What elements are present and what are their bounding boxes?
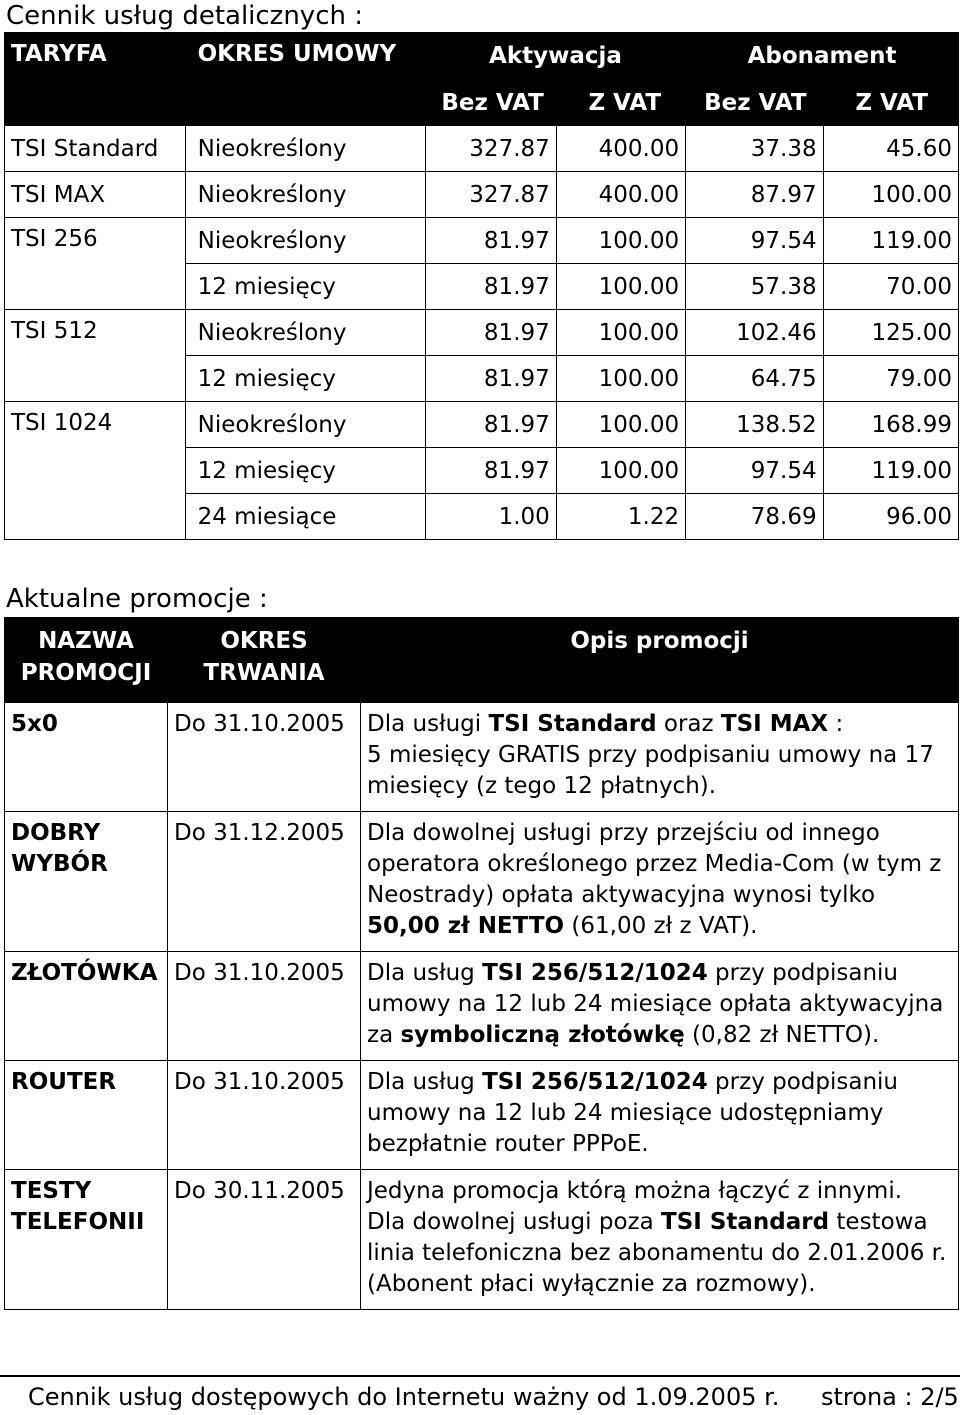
promo-description — [361, 1061, 959, 1170]
activation-gross: 100.00 — [556, 218, 685, 264]
page-title: Cennik usług detalicznych : — [6, 1, 363, 31]
desc-text: Dla dowolnej usługi poza — [367, 1209, 662, 1235]
activation-gross: 100.00 — [556, 310, 685, 356]
header-activation-net: Bez VAT — [425, 80, 556, 126]
contract-period: 12 miesięcy — [185, 356, 425, 402]
desc-text: Dla usługi — [367, 711, 489, 737]
tariff-name: TSI 512 — [5, 310, 186, 402]
header-activation-gross: Z VAT — [556, 80, 685, 126]
header-subscription-net: Bez VAT — [686, 80, 824, 126]
desc-bold: symboliczną złotówkę — [400, 1022, 685, 1048]
promo-row — [5, 952, 959, 1061]
activation-net: 81.97 — [425, 264, 556, 310]
activation-net: 327.87 — [425, 172, 556, 218]
tariff-name: TSI Standard — [5, 126, 186, 172]
activation-gross: 400.00 — [556, 172, 685, 218]
contract-period: Nieokreślony — [185, 310, 425, 356]
promo-description — [361, 812, 959, 952]
desc-text: Dla dowolnej usługi przy przejściu od innego operatora określonego przez Media-Com (w tym z Neostrady) opłata aktywacyjna wynosi tylko — [367, 820, 942, 908]
promo-date: Do 31.10.2005 — [168, 1061, 361, 1170]
desc-text: : — [828, 711, 844, 737]
subscription-gross: 70.00 — [823, 264, 958, 310]
contract-period: Nieokreślony — [185, 172, 425, 218]
desc-bold: TSI Standard — [488, 711, 657, 737]
activation-gross: 100.00 — [556, 448, 685, 494]
subscription-net: 78.69 — [686, 494, 824, 540]
activation-net: 81.97 — [425, 310, 556, 356]
promotions-title: Aktualne promocje : — [6, 584, 268, 614]
table-row — [5, 310, 959, 356]
promo-date: Do 31.10.2005 — [168, 703, 361, 812]
desc-text: oraz — [656, 711, 721, 737]
promo-name: 5x0 — [5, 703, 168, 812]
subscription-net: 97.54 — [686, 448, 824, 494]
desc-text: przy podpisaniu umowy na 12 lub 24 miesiące opłata aktywacyjna za — [367, 960, 944, 1048]
promo-row — [5, 703, 959, 812]
subscription-gross: 119.00 — [823, 218, 958, 264]
contract-period: Nieokreślony — [185, 126, 425, 172]
contract-period: 24 miesiące — [185, 494, 425, 540]
subscription-net: 87.97 — [686, 172, 824, 218]
contract-period: Nieokreślony — [185, 402, 425, 448]
activation-net: 81.97 — [425, 448, 556, 494]
activation-gross: 1.22 — [556, 494, 685, 540]
desc-text: testowa linia telefoniczna bez abonamentu do 2.01.2006 r. (Abonent płaci wyłącznie za rozmowy). — [367, 1209, 947, 1297]
subscription-gross: 119.00 — [823, 448, 958, 494]
promo-date: Do 31.12.2005 — [168, 812, 361, 952]
header-activation: Aktywacja — [425, 33, 685, 80]
tariff-name: TSI 256 — [5, 218, 186, 310]
table-row — [5, 172, 959, 218]
desc-bold: TSI MAX — [720, 711, 829, 737]
subscription-gross: 79.00 — [823, 356, 958, 402]
contract-period: Nieokreślony — [185, 218, 425, 264]
activation-gross: 100.00 — [556, 264, 685, 310]
subscription-net: 64.75 — [686, 356, 824, 402]
activation-gross: 400.00 — [556, 126, 685, 172]
desc-bold: TSI Standard — [661, 1209, 830, 1235]
subscription-gross: 168.99 — [823, 402, 958, 448]
desc-text: (0,82 zł NETTO). — [684, 1022, 880, 1048]
promo-row — [5, 1170, 959, 1310]
subscription-net: 37.38 — [686, 126, 824, 172]
table-row — [5, 126, 959, 172]
page-number: strona : 2/5 — [821, 1383, 959, 1411]
table-row — [5, 218, 959, 264]
tariff-name: TSI MAX — [5, 172, 186, 218]
promo-name: TESTY TELEFONII — [5, 1170, 168, 1310]
header-period: OKRES UMOWY — [185, 33, 425, 126]
desc-text: Jedyna promocja którą można łączyć z innymi. — [367, 1178, 903, 1204]
desc-bold: TSI 256/512/1024 — [482, 1069, 708, 1095]
header-promo-description: Opis promocji — [361, 618, 959, 703]
subscription-gross: 96.00 — [823, 494, 958, 540]
contract-period: 12 miesięcy — [185, 448, 425, 494]
promo-name: ROUTER — [5, 1061, 168, 1170]
promo-date: Do 31.10.2005 — [168, 952, 361, 1061]
promo-date: Do 30.11.2005 — [168, 1170, 361, 1310]
header-subscription: Abonament — [686, 33, 959, 80]
desc-text: Dla usług — [367, 1069, 483, 1095]
promo-description — [361, 1170, 959, 1310]
promo-name: DOBRY WYBÓR — [5, 812, 168, 952]
activation-gross: 100.00 — [556, 356, 685, 402]
footer-validity-note: Cennik usług dostępowych do Internetu ważny od 1.09.2005 r. — [28, 1383, 780, 1411]
desc-bold: 50,00 zł NETTO — [367, 913, 565, 939]
promo-description — [361, 952, 959, 1061]
footer-divider — [0, 1375, 960, 1377]
header-subscription-gross: Z VAT — [823, 80, 958, 126]
table-row — [5, 402, 959, 448]
contract-period: 12 miesięcy — [185, 264, 425, 310]
header-promo-name — [5, 618, 168, 703]
subscription-net: 102.46 — [686, 310, 824, 356]
subscription-net: 97.54 — [686, 218, 824, 264]
header-promo-period — [168, 618, 361, 703]
header-promo-name-line2: PROMOCJI — [20, 660, 152, 686]
activation-net: 1.00 — [425, 494, 556, 540]
desc-text: przy podpisaniu umowy na 12 lub 24 miesiące udostępniamy bezpłatnie router PPPoE. — [367, 1069, 898, 1157]
promo-name: ZŁOTÓWKA — [5, 952, 168, 1061]
promo-row — [5, 1061, 959, 1170]
desc-text: (61,00 zł z VAT). — [564, 913, 758, 939]
activation-net: 81.97 — [425, 218, 556, 264]
subscription-net: 138.52 — [686, 402, 824, 448]
subscription-net: 57.38 — [686, 264, 824, 310]
activation-gross: 100.00 — [556, 402, 685, 448]
desc-text: Dla usług — [367, 960, 483, 986]
subscription-gross: 125.00 — [823, 310, 958, 356]
promo-description — [361, 703, 959, 812]
desc-text: 5 miesięcy GRATIS przy podpisaniu umowy na 17 miesięcy (z tego 12 płatnych). — [367, 742, 934, 799]
header-promo-period-line2: TRWANIA — [203, 660, 325, 686]
subscription-gross: 100.00 — [823, 172, 958, 218]
tariff-name: TSI 1024 — [5, 402, 186, 540]
promotions-table — [4, 617, 959, 1310]
header-promo-name-line1: NAZWA — [38, 628, 134, 654]
activation-net: 327.87 — [425, 126, 556, 172]
header-tariff: TARYFA — [5, 33, 186, 126]
desc-bold: TSI 256/512/1024 — [482, 960, 708, 986]
pricing-table — [4, 32, 959, 540]
subscription-gross: 45.60 — [823, 126, 958, 172]
activation-net: 81.97 — [425, 356, 556, 402]
promo-row — [5, 812, 959, 952]
activation-net: 81.97 — [425, 402, 556, 448]
header-promo-period-line1: OKRES — [220, 628, 308, 654]
